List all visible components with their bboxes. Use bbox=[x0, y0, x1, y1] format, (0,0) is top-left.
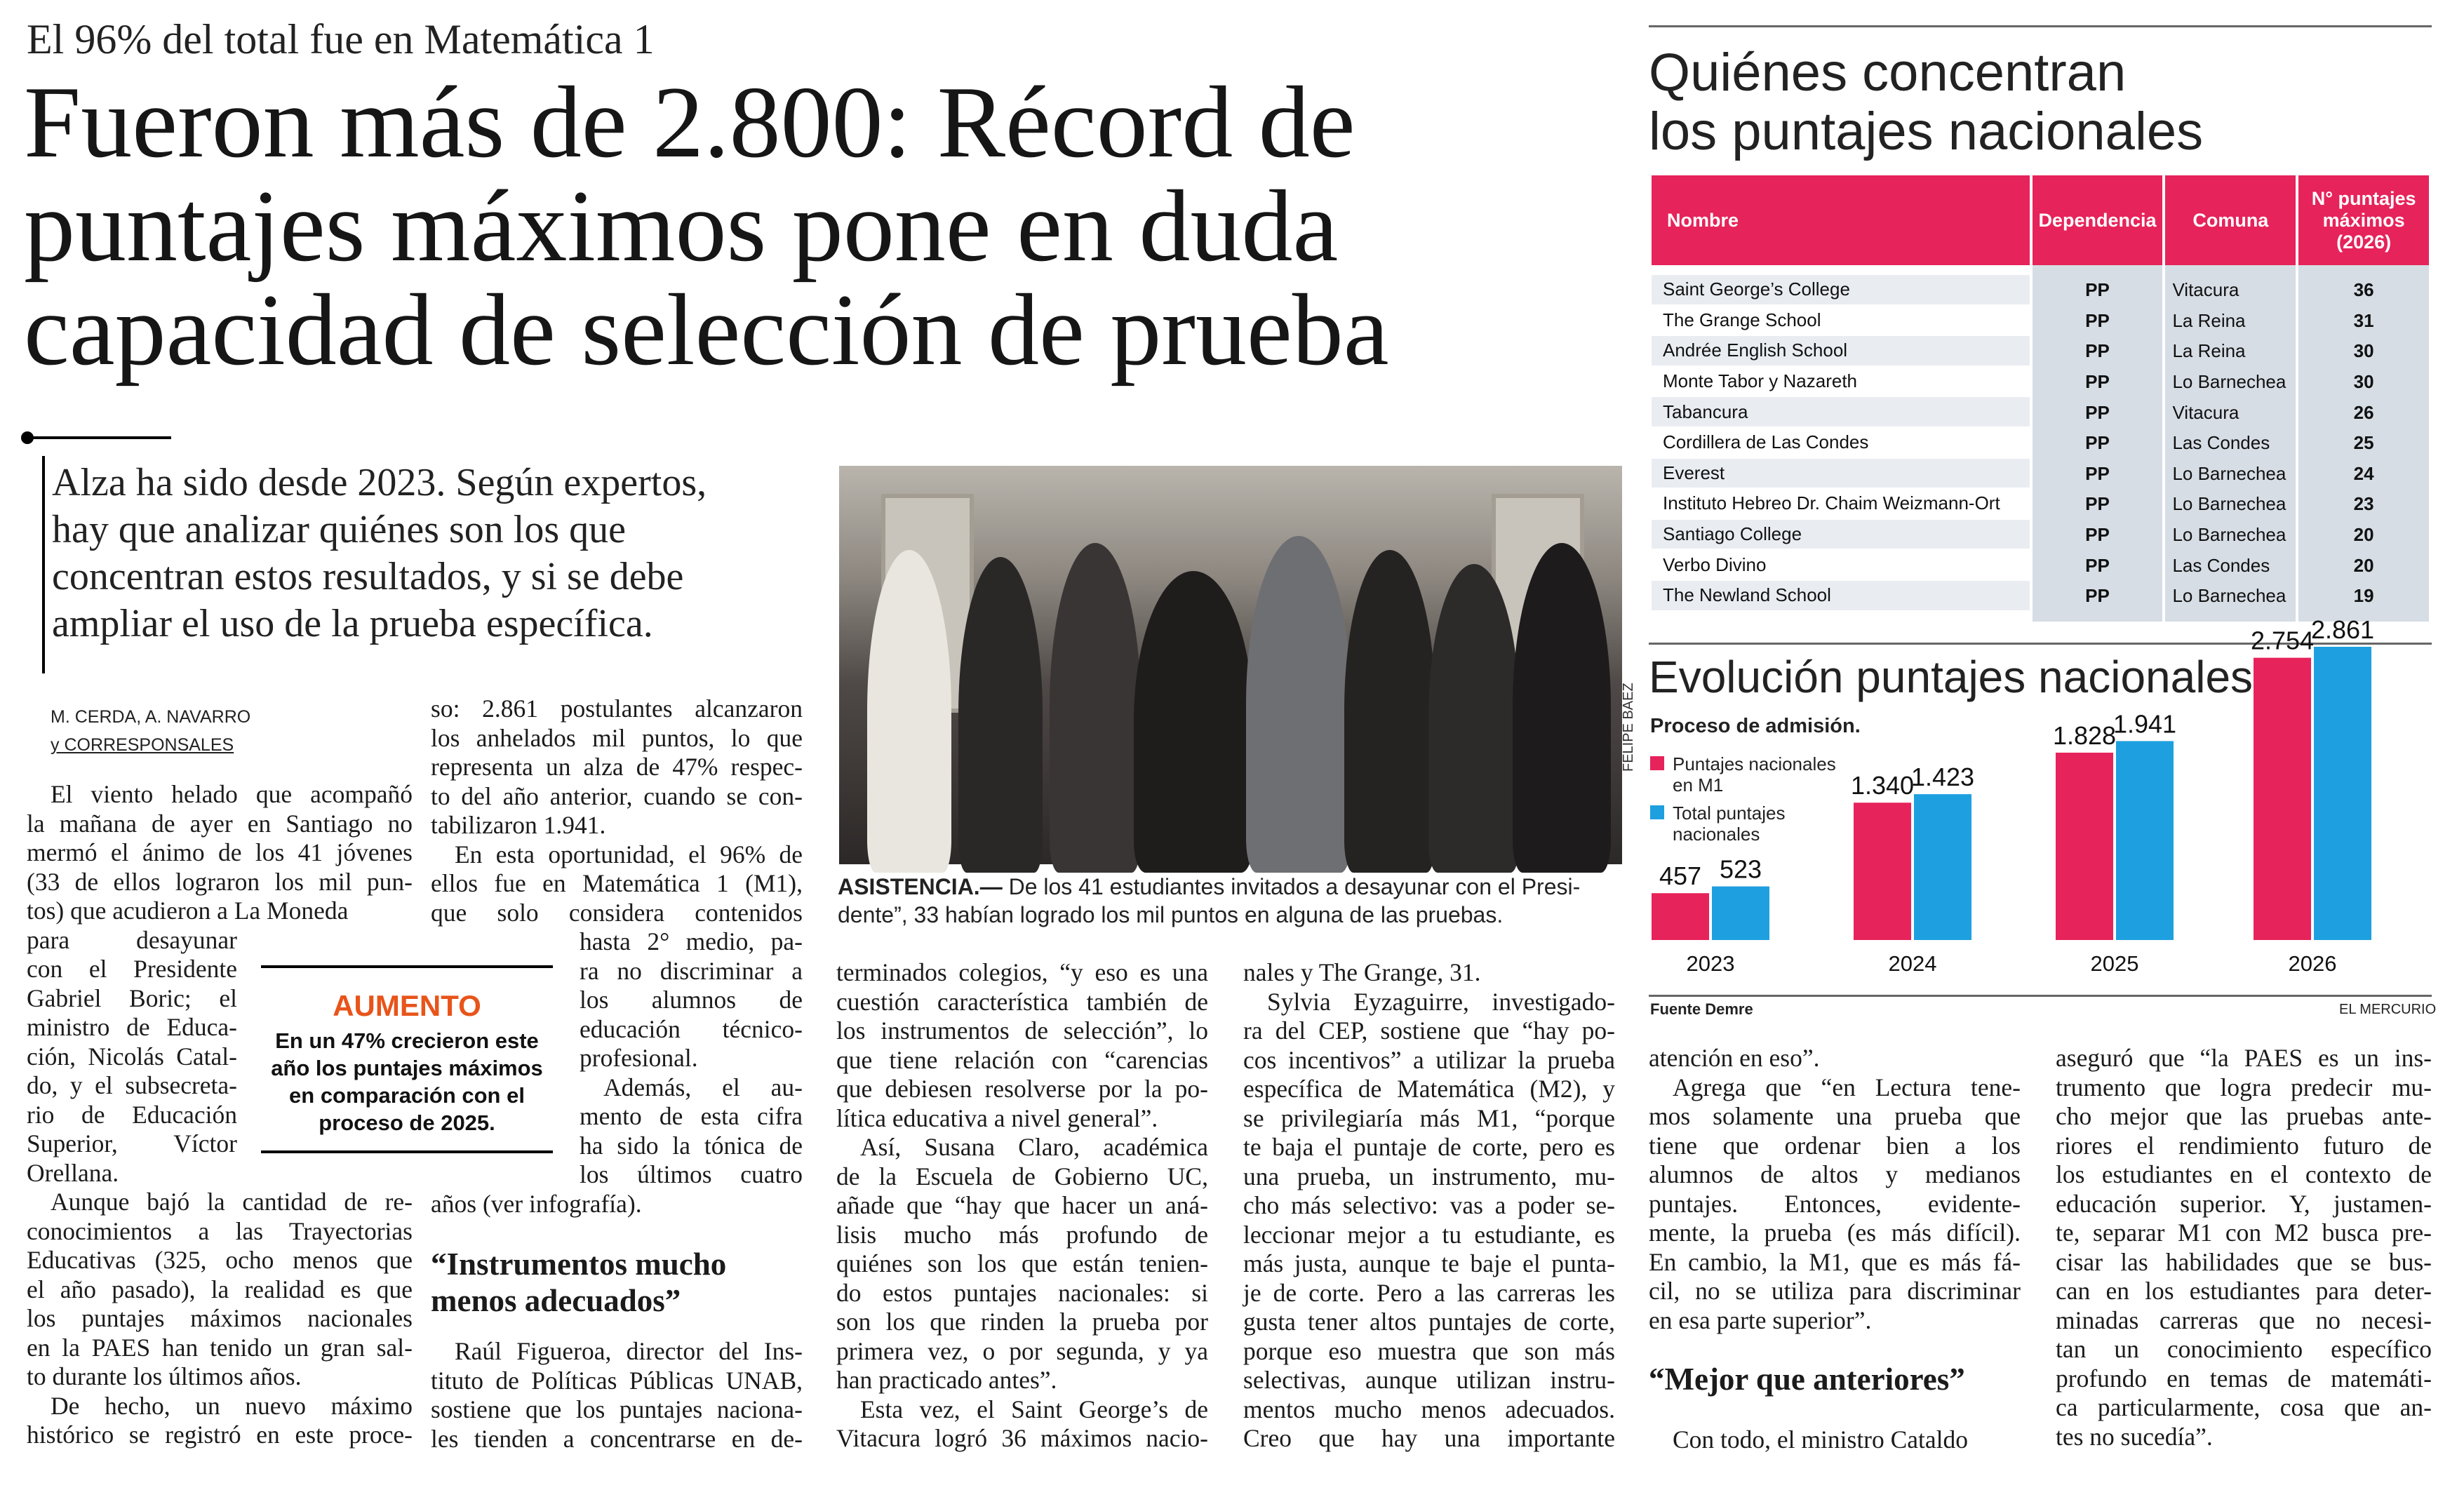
text-line: los alumnos de bbox=[580, 986, 803, 1014]
school-name: Instituto Hebreo Dr. Chaim Weizmann-Ort bbox=[1652, 489, 2030, 520]
legend-label: Puntajes nacionales bbox=[1673, 753, 1836, 774]
text-line: son los que rinden la prueba por bbox=[836, 1308, 1208, 1336]
header-line: máximos bbox=[2322, 209, 2405, 231]
x-tick-label: 2023 bbox=[1686, 951, 1735, 976]
dependencia-cell: PP bbox=[2033, 520, 2163, 551]
text-line: Aunque bajó la cantidad de re- bbox=[51, 1188, 413, 1216]
puntajes-cell: 23 bbox=[2298, 489, 2429, 520]
dependencia-cell: PP bbox=[2033, 397, 2163, 428]
text-line: Sylvia Eyzaguirre, investigado- bbox=[1267, 987, 1615, 1016]
bar-m1-2025 bbox=[2056, 753, 2113, 940]
callout-line: En un 47% crecieron este bbox=[275, 1028, 539, 1053]
text-line: Agrega que “en Lectura tene- bbox=[1673, 1073, 2021, 1101]
text-line: conocimientos a las Trayectorias bbox=[27, 1216, 413, 1245]
puntajes-cell: 24 bbox=[2298, 459, 2429, 490]
photo-figure bbox=[1344, 550, 1435, 873]
dependencia-cell: PP bbox=[2033, 336, 2163, 367]
column-2 bbox=[431, 694, 803, 1219]
dependencia-cell: PP bbox=[2033, 489, 2163, 520]
comuna-cell: Vitacura bbox=[2165, 275, 2296, 306]
puntajes-cell: 30 bbox=[2298, 367, 2429, 398]
text-line: los estudiantes en el contexto de bbox=[2056, 1160, 2432, 1188]
infographic-rule bbox=[1649, 25, 2432, 27]
bar-total-2024 bbox=[1914, 794, 1971, 940]
text-line: alumnos de altos y medianos bbox=[1649, 1160, 2021, 1188]
subheading bbox=[431, 1246, 810, 1319]
school-name: Verbo Divino bbox=[1652, 550, 2030, 581]
text-line: ministro de Educa- bbox=[27, 1013, 237, 1041]
text-line: hasta 2° medio, pa- bbox=[580, 927, 803, 955]
deck-rule bbox=[42, 456, 45, 673]
divider bbox=[24, 436, 171, 439]
legend-label: en M1 bbox=[1673, 774, 1724, 796]
photo-figure bbox=[958, 557, 1043, 873]
text-line: cisar las habilidades que se bus- bbox=[2056, 1247, 2432, 1276]
photo-figure bbox=[1050, 543, 1141, 873]
data-label: 2.861 bbox=[2310, 615, 2375, 644]
text-line: En cambio, la M1, que es más fá- bbox=[1649, 1247, 2021, 1276]
table-row bbox=[1652, 459, 2429, 490]
data-label: 523 bbox=[1719, 854, 1762, 884]
text-line: Raúl Figueroa, director del Ins- bbox=[455, 1337, 803, 1365]
text-line: les tienden a concentrarse en de- bbox=[431, 1424, 803, 1453]
deck-line: ampliar el uso de la prueba específica. bbox=[52, 602, 653, 645]
data-label: 2.754 bbox=[2250, 626, 2315, 655]
text-line: se privilegiaría más M1, “porque bbox=[1243, 1103, 1615, 1132]
comuna-cell: Las Condes bbox=[2165, 550, 2296, 581]
subheading: “Mejor que anteriores” bbox=[1649, 1362, 1965, 1397]
school-name: Andrée English School bbox=[1652, 336, 2030, 367]
table-row bbox=[1652, 550, 2429, 581]
dependencia-cell: PP bbox=[2033, 581, 2163, 612]
text-line: cuestión característica también de bbox=[836, 987, 1208, 1016]
table-row bbox=[1652, 275, 2429, 306]
text-line: los últimos cuatro bbox=[580, 1160, 803, 1188]
school-name: Tabancura bbox=[1652, 397, 2030, 428]
text-line: trumento que logra predecir mu- bbox=[2056, 1073, 2432, 1101]
text-line: Superior, Víctor bbox=[27, 1129, 237, 1157]
text-line: mentos mucho menos adecuados. bbox=[1243, 1395, 1615, 1423]
comuna-cell: Lo Barnechea bbox=[2165, 367, 2296, 398]
data-label: 1.340 bbox=[1850, 771, 1915, 800]
text-line: je de corte. Pero a las carreras les bbox=[1243, 1278, 1615, 1307]
dependencia-cell: PP bbox=[2033, 459, 2163, 490]
school-name: Santiago College bbox=[1652, 520, 2030, 551]
text-line: primera vez, o por segunda, y ya bbox=[836, 1336, 1208, 1365]
x-tick-label: 2025 bbox=[2090, 951, 2139, 976]
table-title bbox=[1649, 43, 2203, 161]
dependencia-cell: PP bbox=[2033, 275, 2163, 306]
school-name: Cordillera de Las Condes bbox=[1652, 428, 2030, 459]
bar-m1-2023 bbox=[1652, 893, 1709, 940]
text-line: una prueba, un instrumento, mu- bbox=[1243, 1162, 1615, 1190]
text-line: riores el rendimiento futuro de bbox=[2056, 1131, 2432, 1160]
table-row bbox=[1652, 306, 2429, 337]
text-line: añade que “hay que hacer un aná- bbox=[836, 1191, 1208, 1219]
school-name: The Grange School bbox=[1652, 306, 2030, 337]
text-line: En esta oportunidad, el 96% de bbox=[455, 840, 803, 868]
column-6 bbox=[2056, 1044, 2432, 1451]
table-row bbox=[1652, 581, 2429, 612]
text-line: ción, Nicolás Catal- bbox=[27, 1042, 237, 1070]
header-name: Nombre bbox=[1652, 175, 2030, 265]
data-label: 1.828 bbox=[2052, 720, 2117, 750]
text-line: de la Escuela de Gobierno UC, bbox=[836, 1162, 1208, 1190]
text-line: han practicado antes”. bbox=[836, 1366, 1057, 1394]
text-line: años (ver infografía). bbox=[431, 1189, 642, 1218]
news-photo bbox=[839, 466, 1622, 864]
column-4 bbox=[1243, 958, 1615, 1454]
text-line: los instrumentos de selección”, lo bbox=[836, 1016, 1208, 1045]
text-line: De hecho, un nuevo máximo bbox=[51, 1391, 413, 1420]
column-5-continued bbox=[1649, 1425, 2021, 1455]
header-line: N° puntajes bbox=[2311, 187, 2416, 209]
photo-figure bbox=[1246, 536, 1351, 873]
dependencia-cell: PP bbox=[2033, 306, 2163, 337]
text-line: tabilizaron 1.941. bbox=[431, 811, 606, 839]
text-line: tituto de Políticas Públicas UNAB, bbox=[431, 1366, 803, 1395]
text-line: ellos fue en Matemática 1 (M1), bbox=[431, 869, 803, 897]
comuna-cell: Lo Barnechea bbox=[2165, 581, 2296, 612]
source-rule bbox=[1649, 995, 2432, 997]
comuna-cell: Lo Barnechea bbox=[2165, 520, 2296, 551]
header-line: (2026) bbox=[2336, 231, 2392, 253]
chart-source: Fuente Demre bbox=[1650, 1000, 1753, 1018]
text-line: que debiesen resolverse por la po- bbox=[836, 1075, 1208, 1103]
text-line: los puntajes máximos nacionales bbox=[27, 1304, 413, 1332]
text-line: selectivas, aunque utilizan instru- bbox=[1243, 1366, 1615, 1394]
text-line: atención en eso”. bbox=[1649, 1044, 1820, 1072]
text-line: to del año anterior, cuando se con- bbox=[431, 781, 803, 810]
school-name: The Newland School bbox=[1652, 581, 2030, 612]
text-line: tiene que ordenar bien a los bbox=[1649, 1131, 2021, 1160]
text-line: educación superior. Y, justamen- bbox=[2056, 1189, 2432, 1218]
text-line: Así, Susana Claro, académica bbox=[860, 1133, 1208, 1161]
school-name: Everest bbox=[1652, 459, 2030, 490]
comuna-cell: Lo Barnechea bbox=[2165, 459, 2296, 490]
deck-line: concentran estos resultados, y si se debe bbox=[52, 555, 684, 598]
text-line: ca particularmente, cosa que an- bbox=[2056, 1393, 2432, 1421]
text-line: ra del CEP, sostiene que “hay po- bbox=[1243, 1016, 1615, 1045]
photo-figure bbox=[867, 550, 951, 873]
text-line: El viento helado que acompañó bbox=[51, 780, 413, 808]
text-line: profundo en temas de matemáti- bbox=[2056, 1364, 2432, 1392]
data-label: 1.941 bbox=[2113, 709, 2177, 739]
text-line: tan un conocimiento específico bbox=[2056, 1335, 2432, 1363]
text-line: leccionar mejor a tu estudiante, es bbox=[1243, 1220, 1615, 1249]
puntajes-cell: 31 bbox=[2298, 306, 2429, 337]
table-row bbox=[1652, 520, 2429, 551]
kicker: El 96% del total fue en Matemática 1 bbox=[27, 16, 655, 62]
caption-text: De los 41 estudiantes invitados a desayunar con el Presi- bbox=[1002, 874, 1581, 899]
column-3 bbox=[836, 958, 1208, 1454]
legend-label: Total puntajes bbox=[1673, 803, 1786, 824]
photo-figure bbox=[1134, 571, 1253, 873]
photo-credit: FELIPE BÁEZ bbox=[1621, 683, 1636, 772]
x-tick-label: 2024 bbox=[1888, 951, 1937, 976]
puntajes-cell: 20 bbox=[2298, 520, 2429, 551]
header-comuna: Comuna bbox=[2165, 175, 2296, 265]
text-line: porque eso muestra que son más bbox=[1243, 1336, 1615, 1365]
text-line: nales y The Grange, 31. bbox=[1243, 958, 1481, 986]
comuna-cell: La Reina bbox=[2165, 306, 2296, 337]
text-line: Orellana. bbox=[27, 1158, 119, 1187]
table-row bbox=[1652, 367, 2429, 398]
text-line: mos solamente una prueba que bbox=[1649, 1102, 2021, 1130]
text-line: mermó el ánimo de los 41 jóvenes bbox=[27, 838, 413, 866]
header-puntajes bbox=[2298, 175, 2429, 265]
subheading-line: menos adecuados” bbox=[431, 1283, 681, 1318]
text-line: profesional. bbox=[580, 1044, 698, 1072]
text-line: do, y el subsecreta- bbox=[27, 1071, 237, 1099]
puntajes-cell: 30 bbox=[2298, 336, 2429, 367]
text-line: cho más selectivo: vas a poder se- bbox=[1243, 1191, 1615, 1219]
data-label: 457 bbox=[1659, 861, 1702, 891]
puntajes-cell: 25 bbox=[2298, 428, 2429, 459]
table-row bbox=[1652, 336, 2429, 367]
dependencia-cell: PP bbox=[2033, 550, 2163, 581]
text-line: Gabriel Boric; el bbox=[27, 984, 237, 1012]
bar-m1-2024 bbox=[1854, 803, 1911, 940]
text-line: para desayunar bbox=[27, 925, 237, 954]
text-line: te, separar M1 con M2 busca pre- bbox=[2056, 1219, 2432, 1247]
text-line: Creo que hay una importante bbox=[1243, 1424, 1615, 1452]
text-line: el año pasado), la realidad es que bbox=[27, 1275, 413, 1303]
school-name: Saint George’s College bbox=[1652, 275, 2030, 306]
puntajes-cell: 20 bbox=[2298, 550, 2429, 581]
text-line: mente, la prueba (es más difícil). bbox=[1649, 1219, 2021, 1247]
text-line: gusta tener altos puntajes de corte, bbox=[1243, 1308, 1615, 1336]
column-5 bbox=[1649, 1044, 2021, 1335]
text-line: (33 de ellos lograron los mil pun- bbox=[27, 867, 413, 896]
text-line: representa un alza de 47% respec- bbox=[431, 753, 803, 781]
x-tick-label: 2026 bbox=[2288, 951, 2337, 976]
text-line: Además, el au- bbox=[603, 1073, 803, 1101]
text-line: minadas carreras que no necesi- bbox=[2056, 1306, 2432, 1334]
text-line: Esta vez, el Saint George’s de bbox=[860, 1395, 1208, 1423]
school-name: Monte Tabor y Nazareth bbox=[1652, 367, 2030, 398]
text-line: en la PAES han tenido un gran sal- bbox=[27, 1333, 413, 1362]
table-title-line: Quiénes concentran bbox=[1649, 43, 2127, 102]
table-title-line: los puntajes nacionales bbox=[1649, 102, 2204, 161]
table-row bbox=[1652, 428, 2429, 459]
comuna-cell: La Reina bbox=[2165, 336, 2296, 367]
text-line: tos) que acudieron a La Moneda bbox=[27, 897, 349, 925]
text-line: sostiene que los puntajes naciona- bbox=[431, 1395, 803, 1423]
text-line: to durante los últimos años. bbox=[27, 1362, 302, 1390]
caption-text: dente”, 33 habían logrado los mil puntos en alguna de las pruebas. bbox=[838, 902, 1504, 927]
comuna-cell: Vitacura bbox=[2165, 397, 2296, 428]
text-line: lisis mucho más profundo de bbox=[836, 1220, 1208, 1249]
text-line: so: 2.861 postulantes alcanzaron bbox=[431, 694, 803, 723]
text-line: Educativas (325, ocho menos que bbox=[27, 1246, 413, 1274]
headline bbox=[24, 65, 1511, 387]
puntajes-cell: 26 bbox=[2298, 397, 2429, 428]
chart-subtitle: Proceso de admisión. bbox=[1650, 715, 1861, 737]
text-line: puntajes. Entonces, evidente- bbox=[1649, 1189, 2021, 1218]
callout-line: año los puntajes máximos bbox=[271, 1056, 543, 1080]
text-line: terminados colegios, “y eso es una bbox=[836, 958, 1208, 986]
headline-line: puntajes máximos pone en duda bbox=[24, 169, 1339, 283]
subheading-line: “Instrumentos mucho bbox=[431, 1247, 727, 1282]
text-line: cos incentivos” a utilizar la prueba bbox=[1243, 1045, 1615, 1074]
publisher-credit: EL MERCURIO bbox=[2339, 1002, 2437, 1017]
table-row bbox=[1652, 397, 2429, 428]
photo-figure bbox=[1428, 564, 1520, 873]
text-line: tes no sucedía”. bbox=[2056, 1422, 2213, 1451]
text-line: ra no discriminar a bbox=[580, 956, 803, 985]
text-line: que tiene relación con “carencias bbox=[836, 1045, 1208, 1074]
schools-table bbox=[1649, 175, 2432, 622]
byline bbox=[51, 703, 250, 759]
headline-line: capacidad de selección de prueba bbox=[24, 273, 1389, 387]
byline-correspondents: y CORRESPONSALES bbox=[51, 735, 234, 755]
text-line: cil, no se utiliza para discriminar bbox=[1649, 1277, 2021, 1305]
text-line: quiénes son los que están tenien- bbox=[836, 1249, 1208, 1277]
header-dependencia: Dependencia bbox=[2033, 175, 2163, 265]
text-line: ha sido la tónica de bbox=[580, 1131, 803, 1160]
bar-m1-2026 bbox=[2254, 658, 2311, 940]
photo-figure bbox=[1513, 543, 1611, 873]
text-line: más justa, aunque te baje el punta- bbox=[1243, 1249, 1615, 1277]
callout-line: en comparación con el bbox=[289, 1083, 525, 1108]
dependencia-cell: PP bbox=[2033, 367, 2163, 398]
deck-line: Alza ha sido desde 2023. Según expertos, bbox=[52, 461, 707, 504]
caption-label: ASISTENCIA.— bbox=[838, 874, 1003, 899]
text-line: Con todo, el ministro Cataldo bbox=[1673, 1425, 1969, 1454]
bar-chart bbox=[1649, 615, 2432, 989]
text-line: rio de Educación bbox=[27, 1100, 237, 1129]
text-line: do estos puntajes nacionales: si bbox=[836, 1278, 1208, 1307]
text-line: cho mejor que las pruebas ante- bbox=[2056, 1102, 2432, 1130]
text-line: mento de esta cifra bbox=[580, 1102, 803, 1130]
text-line: con el Presidente bbox=[27, 955, 237, 983]
table-row bbox=[1652, 489, 2429, 520]
text-line: que solo considera contenidos bbox=[431, 898, 803, 927]
comuna-cell: Lo Barnechea bbox=[2165, 489, 2296, 520]
text-line: histórico se registró en este proce- bbox=[27, 1421, 413, 1449]
text-line: en esa parte superior”. bbox=[1649, 1306, 1872, 1334]
comuna-cell: Las Condes bbox=[2165, 428, 2296, 459]
callout-title: AUMENTO bbox=[333, 989, 481, 1022]
text-line: específica de Matemática (M2), y bbox=[1243, 1075, 1615, 1103]
bar-total-2023 bbox=[1712, 887, 1769, 940]
deck bbox=[52, 459, 810, 647]
text-line: can en los estudiantes para deter- bbox=[2056, 1277, 2432, 1305]
text-line: te baja el puntaje de corte, pero es bbox=[1243, 1133, 1615, 1161]
bar-total-2026 bbox=[2314, 647, 2371, 940]
column-2-continued bbox=[431, 1337, 803, 1454]
text-line: aseguró que “la PAES es un ins- bbox=[2056, 1044, 2432, 1072]
puntajes-cell: 36 bbox=[2298, 275, 2429, 306]
text-line: educación técnico- bbox=[580, 1014, 803, 1043]
bar-total-2025 bbox=[2116, 741, 2174, 940]
data-label: 1.423 bbox=[1910, 763, 1975, 792]
text-line: Vitacura logró 36 máximos nacio- bbox=[836, 1424, 1208, 1452]
puntajes-cell: 19 bbox=[2298, 581, 2429, 612]
text-line: lítica educativa a nivel general”. bbox=[836, 1103, 1158, 1132]
chart-title: Evolución puntajes nacionales bbox=[1649, 652, 2254, 702]
photo-caption bbox=[838, 873, 1623, 929]
legend-label: nacionales bbox=[1673, 824, 1760, 845]
byline-authors: M. CERDA, A. NAVARRO bbox=[51, 707, 251, 727]
text-line: los anhelados mil puntos, lo que bbox=[431, 723, 803, 752]
text-line: la mañana de ayer en Santiago no bbox=[27, 809, 413, 838]
headline-line: Fueron más de 2.800: Récord de bbox=[24, 65, 1355, 179]
callout-line: proceso de 2025. bbox=[319, 1110, 495, 1135]
deck-line: hay que analizar quiénes son los que bbox=[52, 508, 626, 551]
dependencia-cell: PP bbox=[2033, 428, 2163, 459]
